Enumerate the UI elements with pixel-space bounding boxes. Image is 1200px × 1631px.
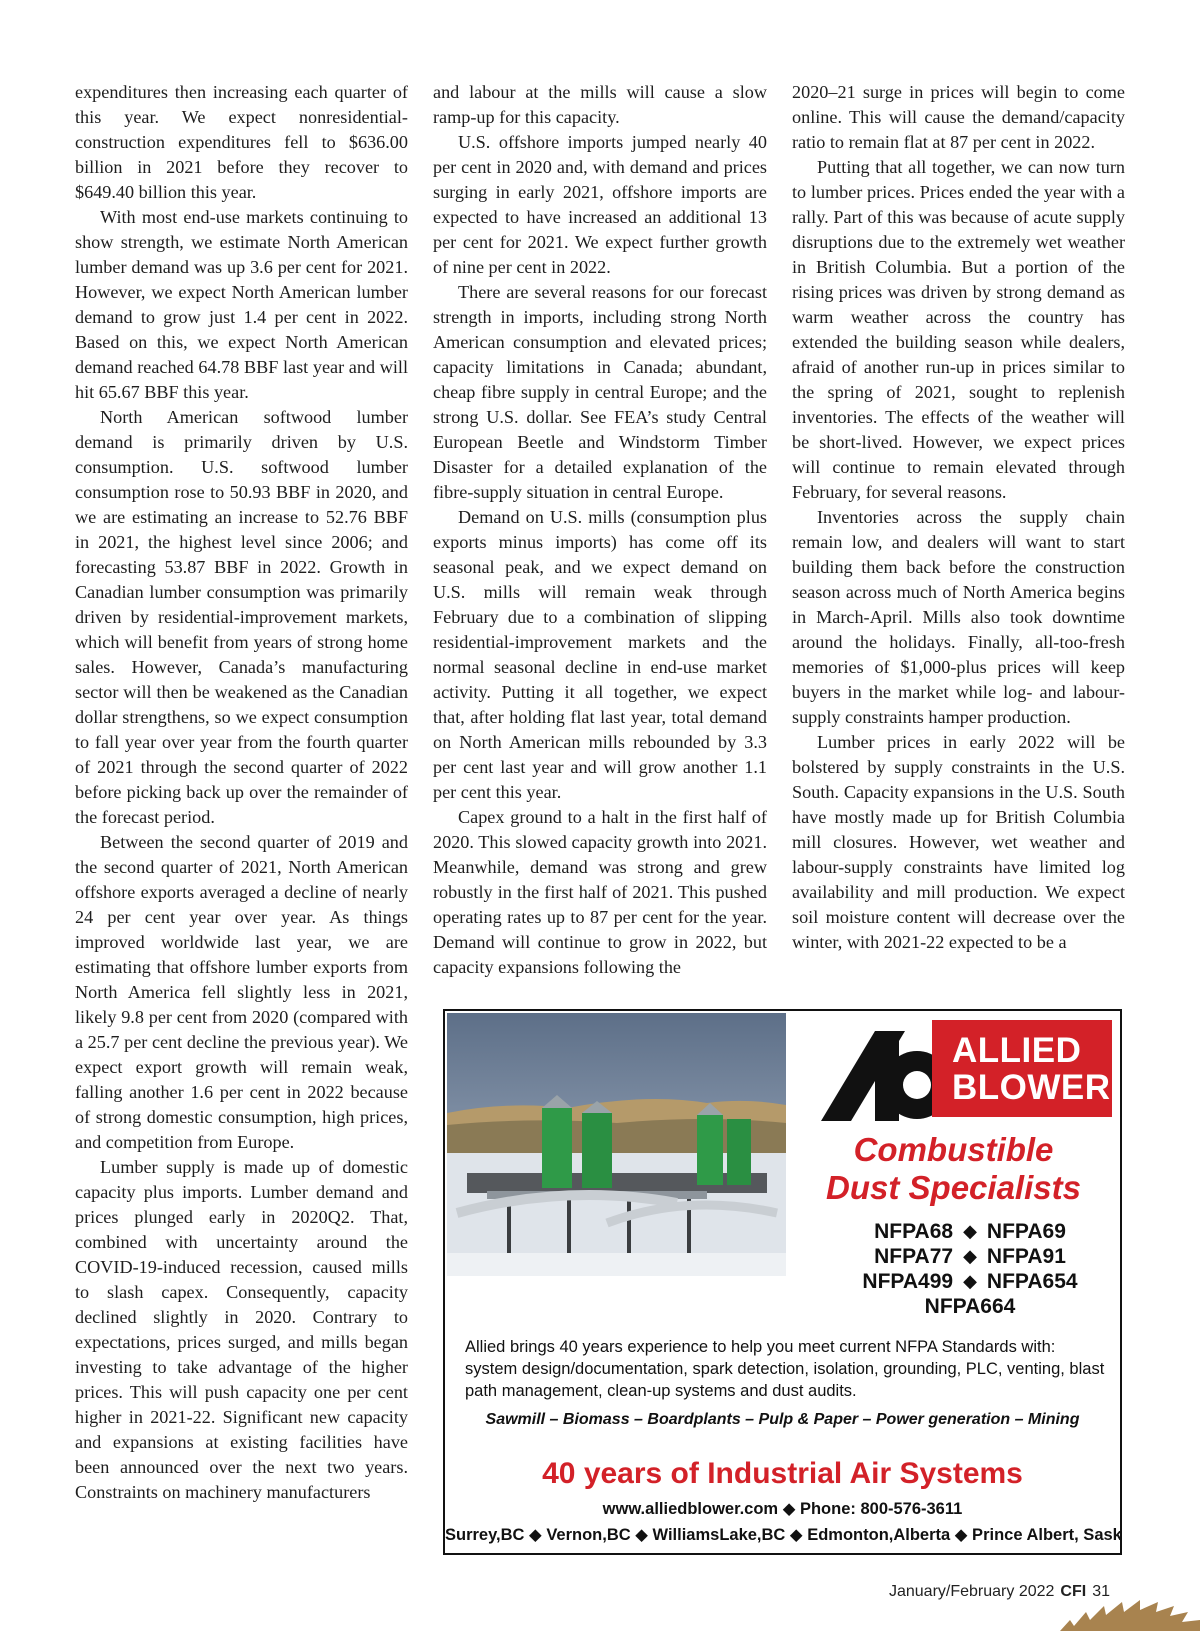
- ad-photo-industrial-site: [447, 1013, 786, 1276]
- paragraph: There are several reasons for our forecast strength in imports, including strong North American consumption and elevated prices; capacity limitations in Canada; abundant, cheap fibre supply in central Europe; and the strong U.S. dollar. See FEA’s study Central European Beetle and Windstorm Timber Disaster for a detailed explanation of the fibre-supply situation in central Europe.: [433, 282, 767, 502]
- paragraph: and labour at the mills will cause a slow ramp-up for this capacity.: [433, 82, 767, 127]
- ad-body-text: Allied brings 40 years experience to help you meet current NFPA Standards with: system design/documentation, spark detection, isolation, grounding, PLC, venting, blast path management, clean-up systems and dust audits.: [465, 1338, 1105, 1400]
- standards-row: [845, 1294, 1095, 1319]
- paragraph: With most end-use markets continuing to show strength, we estimate North American lumber demand was up 3.6 per cent for 2021. However, we expect North American lumber demand to grow just 1.4 per cent in 2022. Based on this, we expect North American demand reached 64.78 BBF last year and will hit 65.67 BBF this year.: [75, 207, 408, 402]
- paragraph: Putting that all together, we can now turn to lumber prices. Prices ended the year with a rally. Part of this was because of acute supply disruptions due to the extremely wet weather in British Columbia. But a portion of the rising prices was driven by strong demand as warm weather across the country has extended the building season while dealers, afraid of another run-up in prices similar to the spring of 2021, sought to replenish inventories. The effects of the weather will be short-lived. However, we expect prices will continue to remain elevated through February, for several reasons.: [792, 157, 1125, 502]
- saw-blade-decoration-icon: [1040, 1590, 1200, 1631]
- paragraph: 2020–21 surge in prices will begin to come online. This will cause the demand/capacity ratio to remain flat at 87 per cent in 2022.: [792, 82, 1125, 152]
- ad-tagline: 40 years of Industrial Air Systems: [542, 1457, 1023, 1490]
- standard-label: NFPA68: [874, 1220, 954, 1243]
- diamond-icon: ◆: [963, 1221, 977, 1241]
- brand-line-1: ALLIED: [952, 1031, 1082, 1070]
- paragraph: Lumber prices in early 2022 will be bolstered by supply constraints in the U.S. South. Capacity expansions in the U.S. South have mostly made up for British Columbia mill closures. However, wet weather and labour-supply constraints have limited log availability and mill production. We expect soil moisture content will decrease over the winter, with 2021-22 expected to be a: [792, 732, 1125, 952]
- paragraph: expenditures then increasing each quarter of this year. We expect nonresidential-construction expenditures fell to $636.00 billion in 2021 before they recover to $649.40 billion this year.: [75, 82, 408, 202]
- article-column-2: [433, 80, 767, 980]
- standards-row: [845, 1244, 1095, 1269]
- paragraph: North American softwood lumber demand is primarily driven by U.S. consumption. U.S. softwood lumber consumption rose to 50.93 BBF in 2020, and we are estimating an increase to 52.76 BBF in 2021, the highest level since 2006; and forecasting 53.87 BBF in 2022. Growth in Canadian lumber consumption was primarily driven by residential-improvement markets, which will benefit from years of strong home sales. However, Canada’s manufacturing sector will then be weakened as the Canadian dollar strengthens, so we expect consumption to fall year over year from the fourth quarter of 2021 through the second quarter of 2022 before picking back up over the remainder of the forecast period.: [75, 407, 408, 827]
- dust-collector-photo-icon: [447, 1013, 786, 1276]
- standard-label: NFPA499: [862, 1270, 954, 1293]
- diamond-icon: ◆: [963, 1246, 977, 1266]
- paragraph: Inventories across the supply chain remain low, and dealers will want to start building them back before the construction season across much of North America begins in March-April. Mills also took downtime around the holidays. Finally, all-too-fresh memories of $1,000-plus prices will keep buyers in the market while log- and labour-supply constraints hamper production.: [792, 507, 1125, 727]
- standard-label: NFPA69: [986, 1220, 1066, 1243]
- standard-label: NFPA91: [986, 1245, 1066, 1268]
- ad-contact-info[interactable]: www.alliedblower.com ◆ Phone: 800-576-3611: [602, 1500, 963, 1518]
- article-column-1: [75, 80, 408, 1505]
- advertisement: [443, 1009, 1122, 1555]
- standards-row: [845, 1219, 1095, 1244]
- standard-label: NFPA664: [924, 1295, 1016, 1318]
- brand-name-box: [932, 1020, 1112, 1117]
- standard-label: NFPA654: [986, 1270, 1078, 1293]
- paragraph: Demand on U.S. mills (consumption plus exports minus imports) has come off its seasonal peak, and we expect demand on U.S. mills will remain weak through February due to a combination of slipping residential-improvement markets and the normal seasonal decline in end-use market activity. Putting it all together, we expect that, after holding flat last year, total demand on North American mills rebounded by 3.3 per cent last year and will grow another 1.1 per cent this year.: [433, 507, 767, 802]
- nfpa-standards-list: [845, 1219, 1095, 1319]
- page-number: 31: [1092, 1583, 1110, 1600]
- paragraph: Between the second quarter of 2019 and the second quarter of 2021, North American offshore exports averaged a decline of nearly 24 per cent year over year. As things improved worldwide last year, we are estimating that offshore lumber exports from North America fell slightly less in 2021, likely 9.8 per cent from 2020 (compared with a 25.7 per cent decline the previous year). We expect export growth will remain weak, falling another 1.6 per cent in 2022 because of strong domestic consumption, high prices, and competition from Europe.: [75, 832, 408, 1152]
- headline-line-2: Dust Specialists: [826, 1169, 1081, 1206]
- standard-label: NFPA77: [874, 1245, 954, 1268]
- paragraph: Lumber supply is made up of domestic capacity plus imports. Lumber demand and prices plunged early in 2020Q2. That, combined with uncertainty around the COVID-19-induced recession, caused mills to slash capex. Consequently, capacity declined slightly in 2020. Contrary to expectations, prices surged, and mills began investing to take advantage of the higher prices. This will push capacity one per cent higher in 2021-22. Significant new capacity and expansions at existing facilities have been announced over the next two years. Constraints on machinery manufacturers: [75, 1157, 408, 1502]
- diamond-icon: ◆: [963, 1271, 977, 1291]
- paragraph: U.S. offshore imports jumped nearly 40 per cent in 2020 and, with demand and prices surging in early 2021, offshore imports are expected to have increased an additional 13 per cent for 2021. We expect further growth of nine per cent in 2022.: [433, 132, 767, 277]
- ad-markets-list: Sawmill – Biomass – Boardplants – Pulp & Paper – Power generation – Mining: [485, 1411, 1080, 1428]
- article-column-3: [792, 80, 1125, 955]
- paragraph: Capex ground to a halt in the first half of 2020. This slowed capacity growth into 2021. Meanwhile, demand was strong and grew robustly in the first half of 2021. This pushed operating rates up to 87 per cent for the year. Demand will continue to grow in 2022, but capacity expansions following the: [433, 807, 767, 977]
- headline-line-1: Combustible: [853, 1131, 1054, 1168]
- ad-headline: [785, 1131, 1122, 1207]
- standards-row: [845, 1269, 1095, 1294]
- issue-date: January/February 2022: [888, 1583, 1055, 1600]
- ad-locations: Surrey,BC ◆ Vernon,BC ◆ WilliamsLake,BC ◆ Edmonton,Alberta ◆ Prince Albert, Sask: [445, 1526, 1122, 1544]
- magazine-name: CFI: [1060, 1583, 1087, 1600]
- brand-line-2: BLOWER: [952, 1068, 1111, 1107]
